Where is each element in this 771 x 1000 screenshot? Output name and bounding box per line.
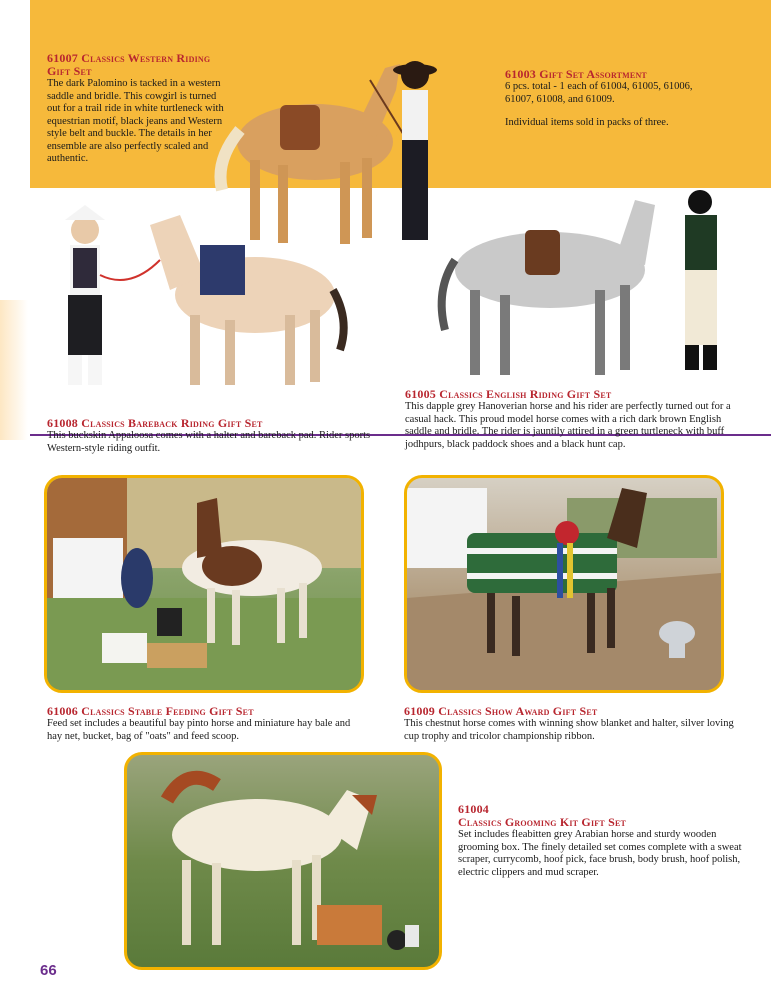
- side-accent: [0, 300, 28, 440]
- english-set-description: This dapple grey Hanoverian horse and his rider are perfectly turned out for a casual hack. This proud model horse comes with a rich dark brown English saddle and bridle. The rider is jauntily attired in a green turtleneck with buff jodhpurs, black paddock shoes and a black hunt cap.: [405, 401, 731, 450]
- assortment-description: 6 pcs. total - 1 each of 61004, 61005, 61006, 61007, 61008, and 61009.: [505, 81, 693, 105]
- english-horse-image: [430, 190, 760, 385]
- western-set-description: The dark Palomino is tacked in a western saddle and bridle. This cowgirl is turned out for a trail ride in white turtleneck with equestrian motif, black jeans and Western style belt and buckle. The details in her ensemble are also perfectly scaled and authentic.: [47, 78, 224, 164]
- grooming-set-description: Set includes fleabitten grey Arabian horse and sturdy wooden grooming box. The finely detailed set comes complete with a sweat scraper, currycomb, hoof pick, face brush, body brush, hoof polish, electric clippers and mud scraper.: [458, 829, 742, 878]
- english-set-block: [405, 388, 750, 451]
- bareback-horse-image: [40, 200, 350, 410]
- western-set-title: 61007 Classics Western Riding Gift Set: [47, 51, 211, 78]
- show-set-description: This chestnut horse comes with winning show blanket and halter, silver loving cup trophy and tricolor championship ribbon.: [404, 718, 734, 742]
- assortment-note: Individual items sold in packs of three.: [505, 117, 669, 128]
- show-set-title: 61009 Classics Show Award Gift Set: [404, 704, 598, 718]
- english-set-title: 61005 Classics English Riding Gift Set: [405, 387, 612, 401]
- page-number: 66: [40, 962, 57, 979]
- show-set-block: [404, 705, 734, 743]
- show-award-photo: [404, 475, 724, 693]
- grooming-kit-photo: [124, 752, 442, 970]
- stable-set-block: [47, 705, 367, 743]
- grooming-set-title: 61004 Classics Grooming Kit Gift Set: [458, 802, 627, 829]
- western-set-block: [47, 52, 232, 166]
- stable-feeding-photo: [44, 475, 364, 693]
- bareback-set-block: [47, 417, 377, 455]
- assortment-title: 61003 Gift Set Assortment: [505, 67, 647, 81]
- stable-set-description: Feed set includes a beautiful bay pinto horse and miniature hay bale and hay net, bucket, bag of "oats" and feed scoop.: [47, 718, 351, 742]
- assortment-block: [505, 68, 720, 130]
- grooming-set-block: [458, 803, 748, 879]
- bareback-set-description: This buckskin Appaloosa comes with a halter and bareback pad. Rider sports Western-style riding outfit.: [47, 430, 371, 454]
- stable-set-title: 61006 Classics Stable Feeding Gift Set: [47, 704, 254, 718]
- bareback-set-title: 61008 Classics Bareback Riding Gift Set: [47, 416, 263, 430]
